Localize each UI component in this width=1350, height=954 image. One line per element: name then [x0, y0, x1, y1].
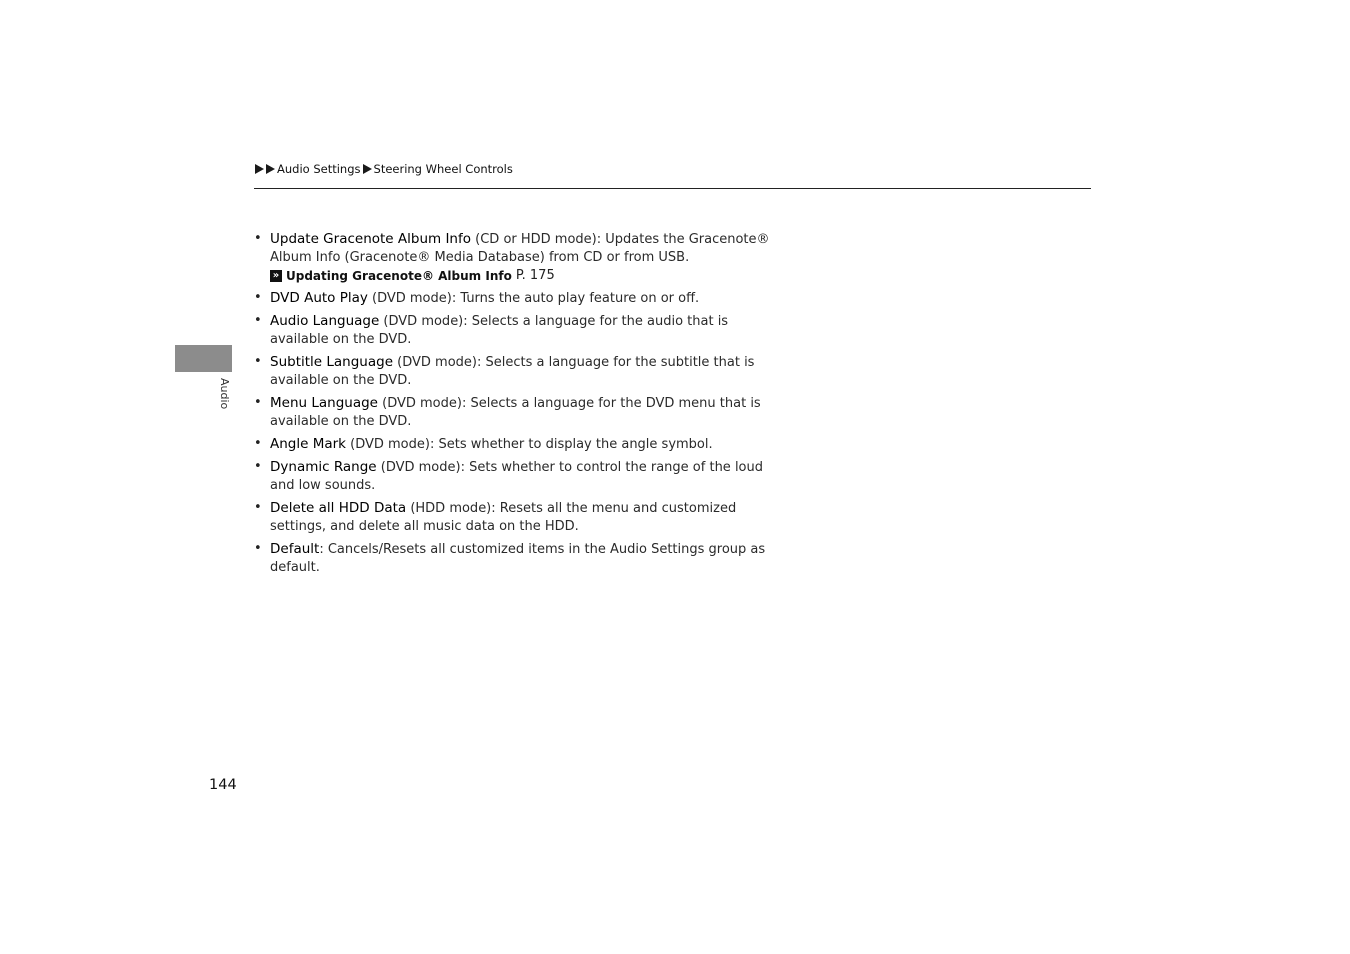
- breadcrumb-item-audio-settings[interactable]: Audio Settings: [277, 162, 361, 176]
- item-desc: (DVD mode): Sets whether to control the range of the loud and low sounds.: [270, 460, 763, 493]
- breadcrumb: [255, 161, 515, 177]
- item-term: Menu Language: [270, 395, 378, 411]
- page-number: 144: [209, 777, 237, 793]
- item-term: Audio Language: [270, 313, 380, 329]
- bullet-icon: •: [254, 500, 262, 515]
- bullet-icon: •: [254, 395, 262, 410]
- item-desc: (DVD mode): Selects a language for the DVD menu that is available on the DVD.: [270, 396, 761, 429]
- section-tab-label: Audio: [218, 378, 231, 410]
- item-desc: (DVD mode): Sets whether to display the angle symbol.: [346, 437, 713, 452]
- cross-reference[interactable]: [270, 267, 774, 285]
- settings-list: [254, 230, 774, 581]
- list-item: [254, 353, 774, 390]
- item-term: Update Gracenote Album Info: [270, 231, 472, 247]
- bullet-icon: •: [254, 459, 262, 474]
- item-desc: : Cancels/Resets all customized items in the Audio Settings group as default.: [270, 542, 766, 575]
- cross-reference-title[interactable]: Updating Gracenote® Album Info: [286, 269, 512, 283]
- item-desc: (HDD mode): Resets all the menu and customized settings, and delete all music data on the HDD.: [270, 501, 737, 534]
- bullet-icon: •: [254, 231, 262, 246]
- bullet-icon: •: [254, 541, 262, 556]
- section-tab[interactable]: [175, 345, 232, 372]
- list-item: [254, 394, 774, 431]
- item-term: Delete all HDD Data: [270, 500, 407, 516]
- bullet-icon: •: [254, 290, 262, 305]
- arrow-right-icon: [363, 164, 372, 174]
- item-term: Subtitle Language: [270, 354, 394, 370]
- list-item: [254, 289, 774, 308]
- item-term: Default: [270, 541, 320, 557]
- bullet-icon: •: [254, 436, 262, 451]
- list-item: [254, 499, 774, 536]
- cross-reference-icon: »: [270, 270, 282, 282]
- breadcrumb-item-steering-wheel-controls[interactable]: Steering Wheel Controls: [373, 162, 513, 176]
- item-term: DVD Auto Play: [270, 290, 368, 306]
- list-item: [254, 540, 774, 577]
- arrow-right-icon: [266, 164, 275, 174]
- item-desc: (CD or HDD mode): Updates the Gracenote® Album Info (Gracenote® Media Database) from CD or from USB.: [270, 232, 770, 265]
- bullet-icon: •: [254, 354, 262, 369]
- item-term: Dynamic Range: [270, 459, 377, 475]
- list-item: [254, 435, 774, 454]
- item-desc: (DVD mode): Selects a language for the audio that is available on the DVD.: [270, 314, 729, 347]
- list-item: [254, 458, 774, 495]
- list-item: [254, 312, 774, 349]
- header-divider: [254, 188, 1091, 189]
- item-desc: (DVD mode): Selects a language for the subtitle that is available on the DVD.: [270, 355, 755, 388]
- bullet-icon: •: [254, 313, 262, 328]
- item-term: Angle Mark: [270, 436, 346, 452]
- cross-reference-page[interactable]: P. 175: [515, 268, 555, 283]
- list-item: [254, 230, 774, 285]
- arrow-right-icon: [255, 164, 264, 174]
- item-desc: (DVD mode): Turns the auto play feature on or off.: [367, 291, 700, 306]
